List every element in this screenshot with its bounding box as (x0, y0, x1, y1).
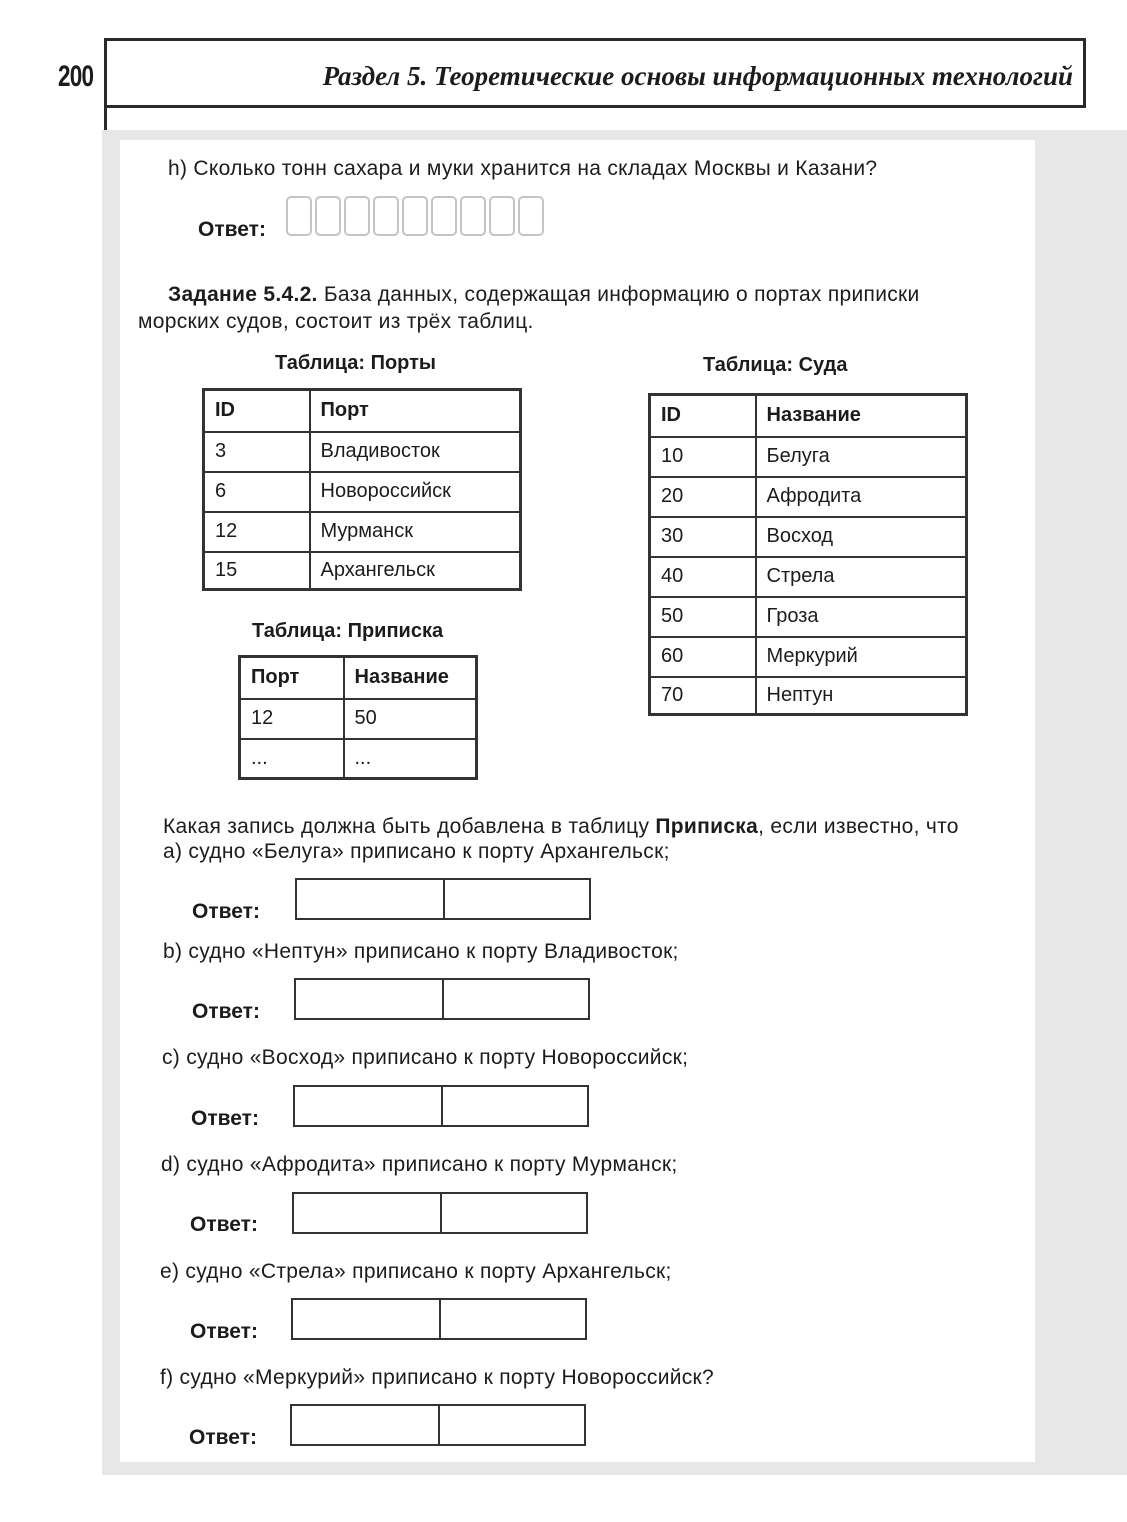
intro-text: Какая запись должна быть добавлена в таблицу (163, 815, 656, 838)
answer-ship-cell[interactable] (438, 1406, 584, 1444)
answer-record-box[interactable] (290, 1404, 586, 1446)
question-item-e: e) судно «Стрела» приписано к порту Архангельск; (160, 1260, 672, 1283)
registry-table (238, 655, 478, 780)
answer-label: Ответ: (189, 1426, 257, 1449)
table-cell: ... (344, 739, 477, 779)
answer-ship-cell[interactable] (441, 1087, 587, 1125)
table-cell: 3 (204, 432, 310, 472)
ports-table (202, 388, 522, 591)
table-cell: Нептун (756, 677, 967, 715)
answer-ship-cell[interactable] (443, 880, 589, 918)
answer-ship-cell[interactable] (439, 1300, 585, 1338)
table-header: ID (650, 395, 756, 437)
answer-label: Ответ: (192, 900, 260, 923)
table-header: Порт (240, 657, 344, 699)
table-header: Название (756, 395, 967, 437)
digit-box[interactable] (460, 196, 486, 236)
digit-box[interactable] (402, 196, 428, 236)
table-cell: ... (240, 739, 344, 779)
answer-port-cell[interactable] (295, 1087, 441, 1125)
task-text: База данных, содержащая информацию о портах приписки (323, 283, 920, 306)
answer-record-box[interactable] (295, 878, 591, 920)
answer-label: Ответ: (192, 1000, 260, 1023)
table-cell: 12 (240, 699, 344, 739)
answer-record-box[interactable] (292, 1192, 588, 1234)
table-cell: 60 (650, 637, 756, 677)
intro-table-name: Приписка (655, 815, 759, 838)
table-cell: 30 (650, 517, 756, 557)
digit-box[interactable] (286, 196, 312, 236)
table-header: Название (344, 657, 477, 699)
question-item-f: f) судно «Меркурий» приписано к порту Новороссийск? (160, 1366, 715, 1389)
table-header: Порт (310, 390, 521, 432)
header-rule (104, 108, 107, 130)
table-header: ID (204, 390, 310, 432)
intro-text-end: , если известно, что (758, 815, 959, 838)
question-h-text: h) Сколько тонн сахара и муки хранится на складах Москвы и Казани? (168, 157, 878, 180)
table-cell: Стрела (756, 557, 967, 597)
page-number: 200 (58, 60, 94, 93)
table-cell: 50 (344, 699, 477, 739)
table-cell: 40 (650, 557, 756, 597)
digit-box[interactable] (518, 196, 544, 236)
answer-label: Ответ: (190, 1320, 258, 1343)
digit-box[interactable] (489, 196, 515, 236)
task-line-1 (168, 283, 920, 307)
ships-table-caption: Таблица: Суда (703, 354, 848, 376)
task-number: Задание 5.4.2. (168, 283, 318, 306)
answer-label: Ответ: (190, 1213, 258, 1236)
table-cell: Мурманск (310, 512, 521, 552)
table-cell: 15 (204, 552, 310, 590)
table-cell: 6 (204, 472, 310, 512)
table-cell: 50 (650, 597, 756, 637)
ships-table (648, 393, 968, 716)
table-cell: Белуга (756, 437, 967, 477)
table-cell: Афродита (756, 477, 967, 517)
table-cell: 70 (650, 677, 756, 715)
answer-record-box[interactable] (294, 978, 590, 1020)
digit-box[interactable] (373, 196, 399, 236)
task-line-2: морских судов, состоит из трёх таблиц. (138, 310, 534, 333)
digit-box[interactable] (315, 196, 341, 236)
answer-port-cell[interactable] (296, 980, 442, 1018)
table-cell: Меркурий (756, 637, 967, 677)
answer-label: Ответ: (191, 1107, 259, 1130)
table-cell: Владивосток (310, 432, 521, 472)
answer-record-box[interactable] (291, 1298, 587, 1340)
registry-table-caption: Таблица: Приписка (252, 620, 444, 642)
question-item-c: c) судно «Восход» приписано к порту Новороссийск; (162, 1046, 689, 1069)
answer-port-cell[interactable] (292, 1406, 438, 1444)
answer-record-box[interactable] (293, 1085, 589, 1127)
table-cell: 12 (204, 512, 310, 552)
table-cell: Архангельск (310, 552, 521, 590)
table-cell: Восход (756, 517, 967, 557)
question-item-a: a) судно «Белуга» приписано к порту Архангельск; (163, 840, 670, 863)
answer-digit-boxes[interactable] (286, 196, 547, 236)
digit-box[interactable] (344, 196, 370, 236)
table-cell: Новороссийск (310, 472, 521, 512)
question-intro (163, 815, 959, 839)
question-item-d: d) судно «Афродита» приписано к порту Мурманск; (161, 1153, 678, 1176)
table-cell: Гроза (756, 597, 967, 637)
answer-ship-cell[interactable] (442, 980, 588, 1018)
ports-table-caption: Таблица: Порты (275, 352, 436, 374)
table-cell: 10 (650, 437, 756, 477)
answer-port-cell[interactable] (293, 1300, 439, 1338)
section-header (104, 38, 1086, 108)
question-item-b: b) судно «Нептун» приписано к порту Владивосток; (163, 940, 679, 963)
table-cell: 20 (650, 477, 756, 517)
answer-port-cell[interactable] (297, 880, 443, 918)
answer-label: Ответ: (198, 218, 266, 241)
digit-box[interactable] (431, 196, 457, 236)
answer-port-cell[interactable] (294, 1194, 440, 1232)
answer-ship-cell[interactable] (440, 1194, 586, 1232)
section-title: Раздел 5. Теоретические основы информационных технологий (322, 61, 1073, 91)
